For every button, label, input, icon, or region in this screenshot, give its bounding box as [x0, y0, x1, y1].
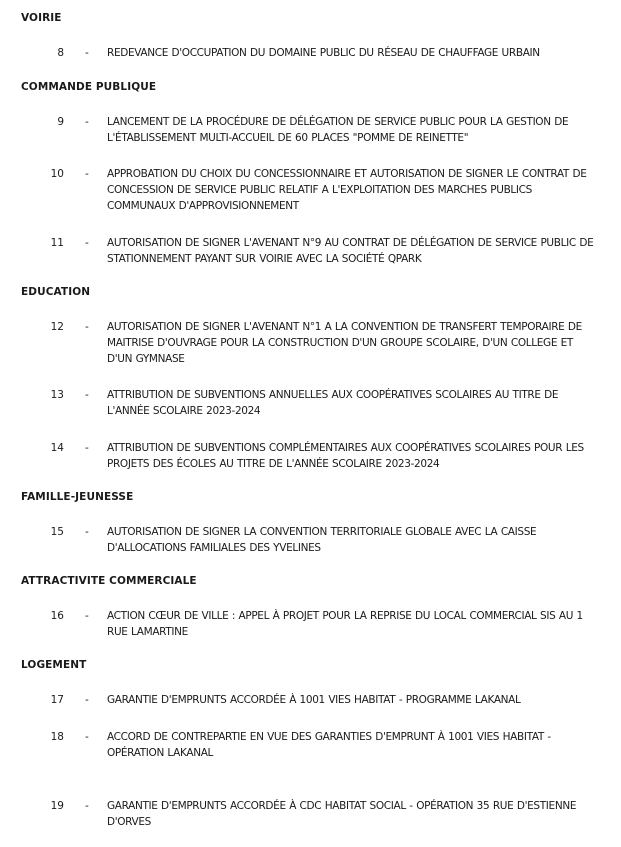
item-text: ATTRIBUTION DE SUBVENTIONS COMPLÉMENTAIRES AUX COOPÉRATIVES SCOLAIRES POUR LES PROJETS DES ÉCOLES AU TITRE DE L'ANNÉE SCOLAIRE 2023-2024 [107, 442, 584, 470]
item-text: LANCEMENT DE LA PROCÉDURE DE DÉLÉGATION DE SERVICE PUBLIC POUR LA GESTION DE L'ÉTABLISSEMENT MULTI-ACCUEIL DE 60 PLACES "POMME DE REINETTE" [107, 116, 569, 144]
item-dash: - [85, 389, 89, 401]
item-text: AUTORISATION DE SIGNER L'AVENANT N°1 A LA CONVENTION DE TRANSFERT TEMPORAIRE DE MAITRISE D'OUVRAGE POUR LA CONSTRUCTION D'UN GROUPE SCOLAIRE, D'UN COLLEGE ET D'UN GYMNASE [107, 321, 582, 365]
item-number: 14 [50, 442, 64, 454]
item-dash: - [85, 321, 89, 333]
section-title-attractivite-commerciale: ATTRACTIVITE COMMERCIALE [21, 575, 197, 587]
item-text: REDEVANCE D'OCCUPATION DU DOMAINE PUBLIC DU RÉSEAU DE CHAUFFAGE URBAIN [107, 47, 540, 59]
item-dash: - [85, 237, 89, 249]
item-text: AUTORISATION DE SIGNER LA CONVENTION TERRITORIALE GLOBALE AVEC LA CAISSE D'ALLOCATIONS FAMILIALES DES YVELINES [107, 526, 537, 554]
item-text: AUTORISATION DE SIGNER L'AVENANT N°9 AU CONTRAT DE DÉLÉGATION DE SERVICE PUBLIC DE STATIONNEMENT PAYANT SUR VOIRIE AVEC LA SOCIÉTÉ QPARK [107, 237, 594, 265]
item-text: GARANTIE D'EMPRUNTS ACCORDÉE À CDC HABITAT SOCIAL - OPÉRATION 35 RUE D'ESTIENNE D'ORVES [107, 800, 577, 828]
item-number: 13 [50, 389, 64, 401]
item-number: 15 [50, 526, 64, 538]
section-title-famille-jeunesse: FAMILLE-JEUNESSE [21, 491, 134, 503]
item-dash: - [85, 168, 89, 180]
item-text: APPROBATION DU CHOIX DU CONCESSIONNAIRE ET AUTORISATION DE SIGNER LE CONTRAT DE CONCESSION DE SERVICE PUBLIC RELATIF A L'EXPLOITATION DES MARCHES PUBLICS COMMUNAUX D'APPROVISIONNEMENT [107, 168, 587, 212]
item-number: 9 [57, 116, 64, 128]
item-number: 16 [50, 610, 64, 622]
item-number: 10 [50, 168, 64, 180]
section-title-commande-publique: COMMANDE PUBLIQUE [21, 81, 157, 93]
section-title-education: EDUCATION [21, 286, 91, 298]
item-dash: - [85, 442, 89, 454]
item-number: 18 [50, 731, 64, 743]
item-text: ATTRIBUTION DE SUBVENTIONS ANNUELLES AUX COOPÉRATIVES SCOLAIRES AU TITRE DE L'ANNÉE SCOLAIRE 2023-2024 [107, 389, 559, 417]
item-dash: - [85, 731, 89, 743]
item-dash: - [85, 116, 89, 128]
item-dash: - [85, 610, 89, 622]
item-dash: - [85, 800, 89, 812]
item-number: 8 [57, 47, 64, 59]
item-dash: - [85, 694, 89, 706]
item-dash: - [85, 47, 89, 59]
item-text: ACCORD DE CONTREPARTIE EN VUE DES GARANTIES D'EMPRUNT À 1001 VIES HABITAT - OPÉRATION LAKANAL [107, 731, 551, 759]
section-title-logement: LOGEMENT [21, 659, 87, 671]
item-number: 11 [50, 237, 64, 249]
item-text: GARANTIE D'EMPRUNTS ACCORDÉE À 1001 VIES HABITAT - PROGRAMME LAKANAL [107, 694, 521, 706]
item-number: 12 [50, 321, 64, 333]
item-dash: - [85, 526, 89, 538]
section-title-voirie: VOIRIE [21, 12, 62, 24]
item-text: ACTION CŒUR DE VILLE : APPEL À PROJET POUR LA REPRISE DU LOCAL COMMERCIAL SIS AU 1 RUE LAMARTINE [107, 610, 583, 638]
item-number: 17 [50, 694, 64, 706]
item-number: 19 [50, 800, 64, 812]
